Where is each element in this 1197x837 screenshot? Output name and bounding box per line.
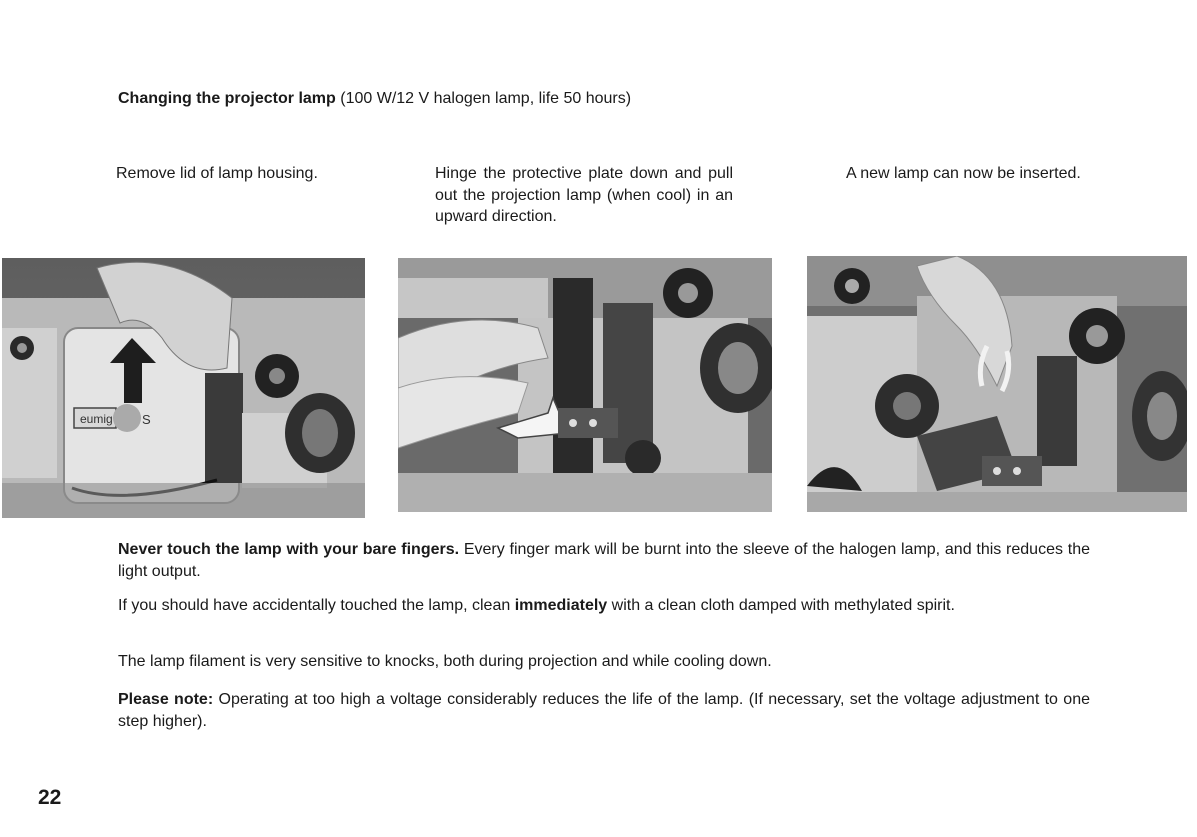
note-please-note	[118, 689, 1090, 733]
note-cleaning-post: with a clean cloth damped with methylated spirit.	[607, 597, 955, 614]
page-number: 22	[38, 786, 62, 809]
heading-subtitle: (100 W/12 V halogen lamp, life 50 hours)	[340, 90, 632, 107]
photo-remove-lamp	[398, 258, 772, 512]
note-never-touch-text: Every finger mark will be burnt into the sleeve of the halogen lamp, and this reduces the light output.	[118, 541, 1091, 580]
note-filament: The lamp filament is very sensitive to knocks, both during projection and while cooling down.	[118, 653, 772, 670]
step-3-text: A new lamp can now be inserted.	[846, 165, 1081, 182]
photo-remove-lid	[2, 258, 365, 518]
note-cleaning-bold: immediately	[514, 597, 608, 614]
page-heading	[118, 90, 631, 108]
step-1-text: Remove lid of lamp housing.	[116, 165, 318, 182]
note-never-touch	[118, 539, 1090, 583]
note-please-note-text: Operating at too high a voltage considerably reduces the life of the lamp. (If necessary, set the voltage adjustment to one step higher).	[118, 691, 1090, 730]
note-please-note-bold: Please note:	[118, 691, 214, 708]
note-cleaning	[118, 595, 1090, 617]
badge-eumig-text: eumig	[80, 412, 113, 426]
heading-title: Changing the projector lamp	[118, 90, 336, 107]
badge-model-text: S	[142, 412, 151, 427]
step-2-text: Hinge the protective plate down and pull out the projection lamp (when cool) in an upward direction.	[435, 165, 733, 225]
note-never-touch-bold: Never touch the lamp with your bare fingers.	[118, 541, 460, 558]
note-cleaning-pre: If you should have accidentally touched the lamp, clean	[118, 597, 515, 614]
photo-insert-lamp	[807, 256, 1187, 512]
